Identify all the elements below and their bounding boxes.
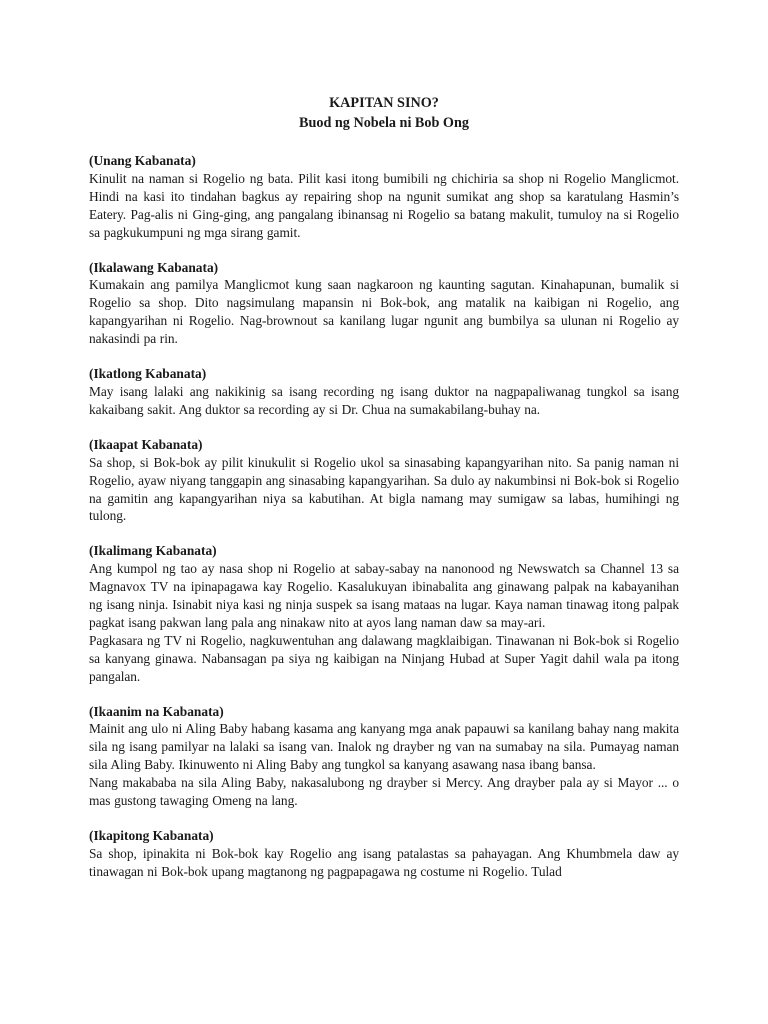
- chapter-heading: (Ikalimang Kabanata): [89, 543, 217, 559]
- chapter-heading: (Ikapitong Kabanata): [89, 828, 214, 843]
- chapter-paragraph: Mainit ang ulo ni Aling Baby habang kasama ang kanyang mga anak papauwi sa kanilang bahay nang makita sila ng isang pamilyar na lalaki sa isang van. Inalok ng drayber ng van na sumabay na sila. Pumayag naman sila Aling Baby. Ikinuwento ni Aling Baby ang tungkol sa kanyang asawang nasa ibang bansa.: [89, 721, 679, 773]
- chapter-paragraph: Kinulit na naman si Rogelio ng bata. Pilit kasi itong bumibili ng chichiria sa shop ni Rogelio Manglicmot. Hindi na kasi ito tindahan bagkus ay repairing shop na ngunit sumikat ang shop sa karatulang Hasmin’s Eatery. Pag-alis ni Ging-ging, ang pangalang ibinansag ni Rogelio sa batang makulit, tumuloy na si Rogelio sa pagkukumpuni ng mga sirang gamit.: [89, 170, 679, 240]
- chapter-paragraph: Nang makababa na sila Aling Baby, nakasalubong ng drayber si Mercy. Ang drayber pala ay si Mayor ... o mas gustong tawaging Omeng na lang.: [89, 775, 679, 809]
- document-title: KAPITAN SINO?: [329, 95, 439, 111]
- chapter-section: [89, 542, 679, 685]
- chapter-section: [89, 436, 679, 526]
- chapter-paragraph: Sa shop, ipinakita ni Bok-bok kay Rogelio ang isang patalastas sa pahayagan. Ang Khumbmela daw ay tinawagan ni Bok-bok upang magtanong ng pagpapagawa ng costume ni Rogelio. Tulad: [89, 845, 679, 879]
- chapter-section: [89, 827, 679, 881]
- chapter-heading: (Ikalawang Kabanata): [89, 259, 219, 275]
- chapter-heading: (Ikatlong Kabanata): [89, 366, 207, 382]
- chapter-paragraph: Kumakain ang pamilya Manglicmot kung saan nagkaroon ng kaunting sagutan. Kinahapunan, bumalik si Rogelio sa shop. Dito nagsimulang mapansin ni Bok-bok, ang matalik na kaibigan ni Rogelio, ang kapangyarihan ni Rogelio. Nag-brownout sa kanilang lugar ngunit ang bumbilya sa ulunan ni Rogelio ay nakasindi pa rin.: [89, 277, 679, 347]
- title-block: [89, 93, 679, 133]
- chapter-section: [89, 259, 679, 349]
- chapter-section: [89, 152, 679, 242]
- chapter-paragraph: Sa shop, si Bok-bok ay pilit kinukulit si Rogelio ukol sa sinasabing kapangyarihan nito. Sa panig naman ni Rogelio, ayaw niyang tanggapin ang sinasabing kapangyarihan. Sa dulo ay nakumbinsi ni Bok-bok si Rogelio na gamitin ang kapangyarihan niya sa kabutihan. At bigla namang may sumigaw sa labas, humihingi ng tulong.: [89, 454, 679, 524]
- chapter-heading: (Ikaanim na Kabanata): [89, 703, 224, 719]
- chapter-section: [89, 703, 679, 810]
- document-content: [89, 93, 679, 898]
- chapter-paragraph: May isang lalaki ang nakikinig sa isang recording ng isang duktor na nagpapaliwanag tungkol sa isang kakaibang sakit. Ang duktor sa recording ay si Dr. Chua na sumakabilang-buhay na.: [89, 383, 679, 417]
- document-subtitle: Buod ng Nobela ni Bob Ong: [299, 115, 469, 131]
- chapter-paragraph: Pagkasara ng TV ni Rogelio, nagkuwentuhan ang dalawang magklaibigan. Tinawanan ni Bok-bok si Rogelio sa kanyang ginawa. Nabansagan pa siya ng kaibigan na Ninjang Hubad at Super Yagit dahil wala pa itong pangalan.: [89, 632, 679, 684]
- chapter-heading: (Ikaapat Kabanata): [89, 436, 203, 452]
- chapter-heading: (Unang Kabanata): [89, 153, 196, 168]
- chapter-section: [89, 365, 679, 419]
- chapter-paragraph: Ang kumpol ng tao ay nasa shop ni Rogelio at sabay-sabay na nanonood ng Newswatch sa Channel 13 sa Magnavox TV na ipinapagawa kay Rogelio. Kasalukuyan ibinabalita ang ginawang palpak na kabayanihan ng isang ninja. Isinabit niya kasi ng ninja suspek sa isang mataas na lugar. Kaya naman tinawag itong palpak pagkat isang pakwan lang pala ang ninakaw nito at ayos lang naman daw sa may-ari.: [89, 561, 679, 630]
